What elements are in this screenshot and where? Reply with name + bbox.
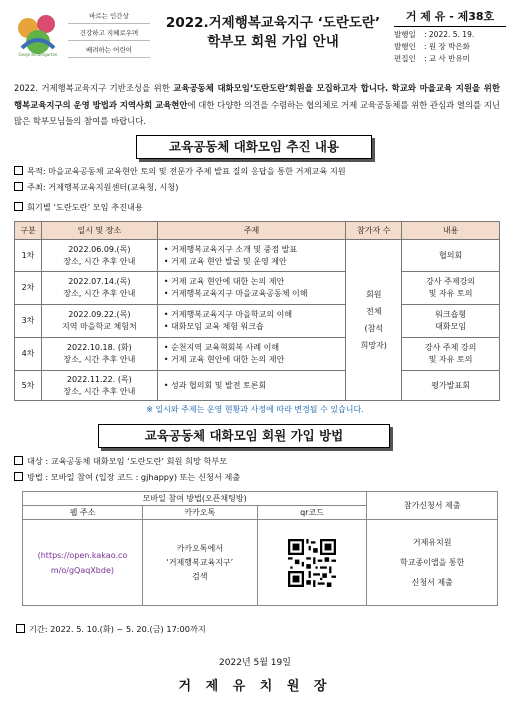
row-date: 2022.09.22.(목) — [68, 310, 131, 319]
issue-info — [394, 8, 506, 65]
intro-paragraph — [14, 80, 500, 130]
row-no: 5차 — [15, 371, 42, 401]
content-line: 평가발표회 — [431, 380, 470, 390]
intro-bold-1: 교육공동체 대화모임‘도란도란’회원을 모집하고자 합니다. — [173, 83, 389, 93]
row-content — [402, 272, 500, 305]
header-content: 내용 — [402, 222, 500, 240]
issue-date-value: : 2022. 5. 19. — [424, 30, 475, 39]
row-place: 장소, 시간 추후 안내 — [63, 386, 136, 396]
content-line: 및 자유 토의 — [428, 355, 473, 364]
participants-line: 희망자) — [360, 341, 387, 350]
row-date: 2022.06.09.(목) — [68, 244, 131, 254]
checkbox-icon — [14, 472, 23, 481]
join-method-table — [22, 491, 498, 606]
topic-item: • 거제행복교육지구 소개 및 중점 발표 — [163, 244, 298, 254]
row-topics — [157, 272, 346, 305]
topic-item: • 거제행복교육지구 마을교육공동체 이해 — [163, 289, 308, 298]
row-date-place — [41, 371, 157, 401]
row-no: 2차 — [15, 272, 42, 305]
row-topics — [157, 305, 346, 338]
row-date: 2022.10.18. (화) — [66, 343, 132, 352]
table-row — [15, 240, 500, 272]
schedule-table — [14, 221, 500, 401]
header-date: 일시 및 장소 — [41, 222, 157, 240]
participants-line: (참석 — [364, 324, 384, 333]
checkbox-icon — [14, 456, 23, 465]
checkbox-icon — [14, 202, 23, 211]
content-line: 대화모임 — [435, 322, 467, 331]
intro-text-2: 에 대한 다양한 의견을 수렴하는 협의체로 거제 교육공동체를 위한 관심과 열의를 지닌 많은 학부모님들의 참여를 바랍니다. — [14, 99, 500, 126]
title-line-1: 2022.거제행복교육지구 ‘도란도란’ — [165, 15, 381, 31]
motto-list — [68, 10, 150, 61]
bullet-method — [14, 471, 240, 484]
col-kakao: 카카오톡 — [142, 506, 257, 520]
topic-item: • 거제행복교육지구 마을학교의 이해 — [163, 310, 293, 319]
qr-cell — [257, 520, 367, 606]
mobile-header: 모바일 참여 방법(오픈채팅방) — [23, 492, 367, 506]
row-date-place — [41, 272, 157, 305]
kakao-search-info — [142, 520, 257, 606]
content-line: 협의회 — [439, 250, 463, 260]
paper-line: 학교종이앱을 통한 — [400, 557, 465, 567]
participants-line: 전체 — [366, 307, 382, 316]
bullet-text: 주최: 거제행복교육지원센터(교육청, 시청) — [27, 182, 179, 192]
join-body-row — [23, 520, 498, 606]
motto-item: 배려하는 어린이 — [68, 44, 150, 58]
kakao-line: 카카오톡에서 — [176, 543, 223, 553]
table-row — [15, 272, 500, 305]
row-no: 3차 — [15, 305, 42, 338]
row-date-place — [41, 338, 157, 371]
kakao-line: ‘거제행복교육지구’ — [166, 557, 234, 567]
application-period — [16, 624, 206, 635]
header-participants: 참가자 수 — [346, 222, 402, 240]
bullet-text: 회기별 ‘도란도란’ 모임 추진내용 — [27, 202, 143, 212]
header-no: 구분 — [15, 222, 42, 240]
topic-item: • 거제 교육 현안 발굴 및 운영 제안 — [163, 256, 287, 266]
row-topics — [157, 338, 346, 371]
section-title-join: 교육공동체 대화모임 회원 가입 방법 — [98, 424, 390, 448]
table-row — [15, 338, 500, 371]
bullet-text: 대상 : 교육공동체 대화모임 ‘도란도란’ 회원 희망 학부모 — [27, 456, 228, 466]
topic-item: • 순천지역 교육혁회복 사례 이해 — [163, 343, 280, 352]
row-topics — [157, 371, 346, 401]
issue-date-row — [394, 29, 506, 41]
document-date: 2022년 5월 19일 — [219, 658, 291, 668]
row-place: 장소, 시간 추후 안내 — [63, 289, 136, 298]
row-place: 지역 마을학교 체험처 — [62, 322, 137, 331]
row-place: 장소, 시간 추후 안내 — [63, 256, 136, 266]
paper-line: 거제유치원 — [412, 537, 452, 547]
intro-bold-2: 학교와 마을교육 지원을 위한 행복교육지구의 운영 방법과 지역사회 교육현안 — [14, 83, 500, 110]
document-title — [158, 14, 388, 52]
row-content — [402, 305, 500, 338]
motto-item: 건강하고 지혜로우며 — [68, 27, 150, 41]
row-topics — [157, 240, 346, 272]
title-line-2: 학부모 회원 가입 안내 — [207, 34, 339, 50]
kakao-line: 검색 — [192, 571, 208, 581]
editor-value: : 교 사 반유미 — [424, 54, 470, 63]
participants-cell — [346, 240, 402, 401]
topic-item: • 성과 협의회 및 발전 토론회 — [163, 380, 267, 390]
publisher-label: 발행인 — [394, 42, 416, 51]
paper-line: 신청서 제출 — [411, 577, 453, 587]
checkbox-icon — [14, 182, 23, 191]
topic-item: • 대화모임 교육 체험 워크숍 — [163, 322, 264, 331]
content-line: 강사 주제 강의 — [424, 343, 477, 352]
content-line: 강사 주제강의 — [426, 277, 476, 286]
bullet-text: 목적: 마을교육공동체 교육현안 토의 및 전문가 주제 발표 질의 응답을 통한 거제교육 지원 — [27, 166, 346, 176]
checkbox-icon — [16, 624, 25, 633]
participants-line: 회원 — [366, 290, 382, 299]
content-line: 워크숍형 — [435, 310, 467, 319]
editor-row — [394, 53, 506, 65]
publisher-value: : 원 장 박은화 — [424, 42, 470, 51]
intro-text-1: 2022. 거제행복교육지구 기반조성을 위한 — [14, 83, 174, 93]
paper-header: 참가신청서 제출 — [367, 492, 498, 520]
header-topic: 주제 — [157, 222, 346, 240]
row-no: 1차 — [15, 240, 42, 272]
kakao-url-link[interactable]: (https://open.kakao.co m/o/gQaqXbde) — [23, 520, 143, 606]
qr-code-icon[interactable] — [288, 539, 336, 587]
col-qr: qr코드 — [257, 506, 367, 520]
row-date: 2022.11.22. (목) — [66, 374, 132, 384]
editor-label: 편집인 — [394, 54, 416, 63]
table-row — [15, 371, 500, 401]
row-date: 2022.07.14.(목) — [68, 277, 131, 286]
bullet-target — [14, 455, 227, 468]
bullet-purpose — [14, 165, 346, 178]
signer-name: 거 제 유 치 원 장 — [178, 679, 332, 694]
period-text: 기간: 2022. 5. 10.(화) ~ 5. 20.(금) 17:00까지 — [29, 624, 206, 634]
schedule-header-row — [15, 222, 500, 240]
row-place: 장소, 시간 추후 안내 — [63, 355, 136, 364]
motto-item: 바르는 인간상 — [68, 10, 150, 24]
publisher-row — [394, 41, 506, 53]
paper-submission-info — [367, 520, 498, 606]
bullet-schedule — [14, 201, 143, 214]
topic-item: • 거제 교육 현안에 대한 논의 제안 — [163, 277, 285, 286]
checkbox-icon — [14, 166, 23, 175]
row-content — [402, 371, 500, 401]
bullet-text: 방법 : 모바일 참여 (입장 코드 : gjhappy) 또는 신청서 제출 — [27, 472, 241, 482]
table-row — [15, 305, 500, 338]
row-date-place — [41, 240, 157, 272]
join-header-row — [23, 492, 498, 506]
section-title-plan: 교육공동체 대화모임 추진 내용 — [136, 135, 372, 159]
document-header — [8, 6, 502, 66]
logo-caption: Geoje Kindergarten — [18, 52, 58, 57]
schedule-note: ※ 일시와 주제는 운영 현황과 사정에 따라 변경될 수 있습니다. — [146, 405, 364, 414]
bullet-host — [14, 181, 178, 194]
row-content — [402, 338, 500, 371]
content-line: 및 자유 토의 — [428, 289, 473, 298]
issue-number: 거 제 유 - 제38호 — [394, 8, 506, 27]
topic-item: • 거제 교육 현안에 대한 논의 제안 — [163, 355, 285, 364]
issue-date-label: 발행일 — [394, 30, 416, 39]
row-no: 4차 — [15, 338, 42, 371]
col-web: 웹 주소 — [23, 506, 143, 520]
row-date-place — [41, 305, 157, 338]
row-content — [402, 240, 500, 272]
